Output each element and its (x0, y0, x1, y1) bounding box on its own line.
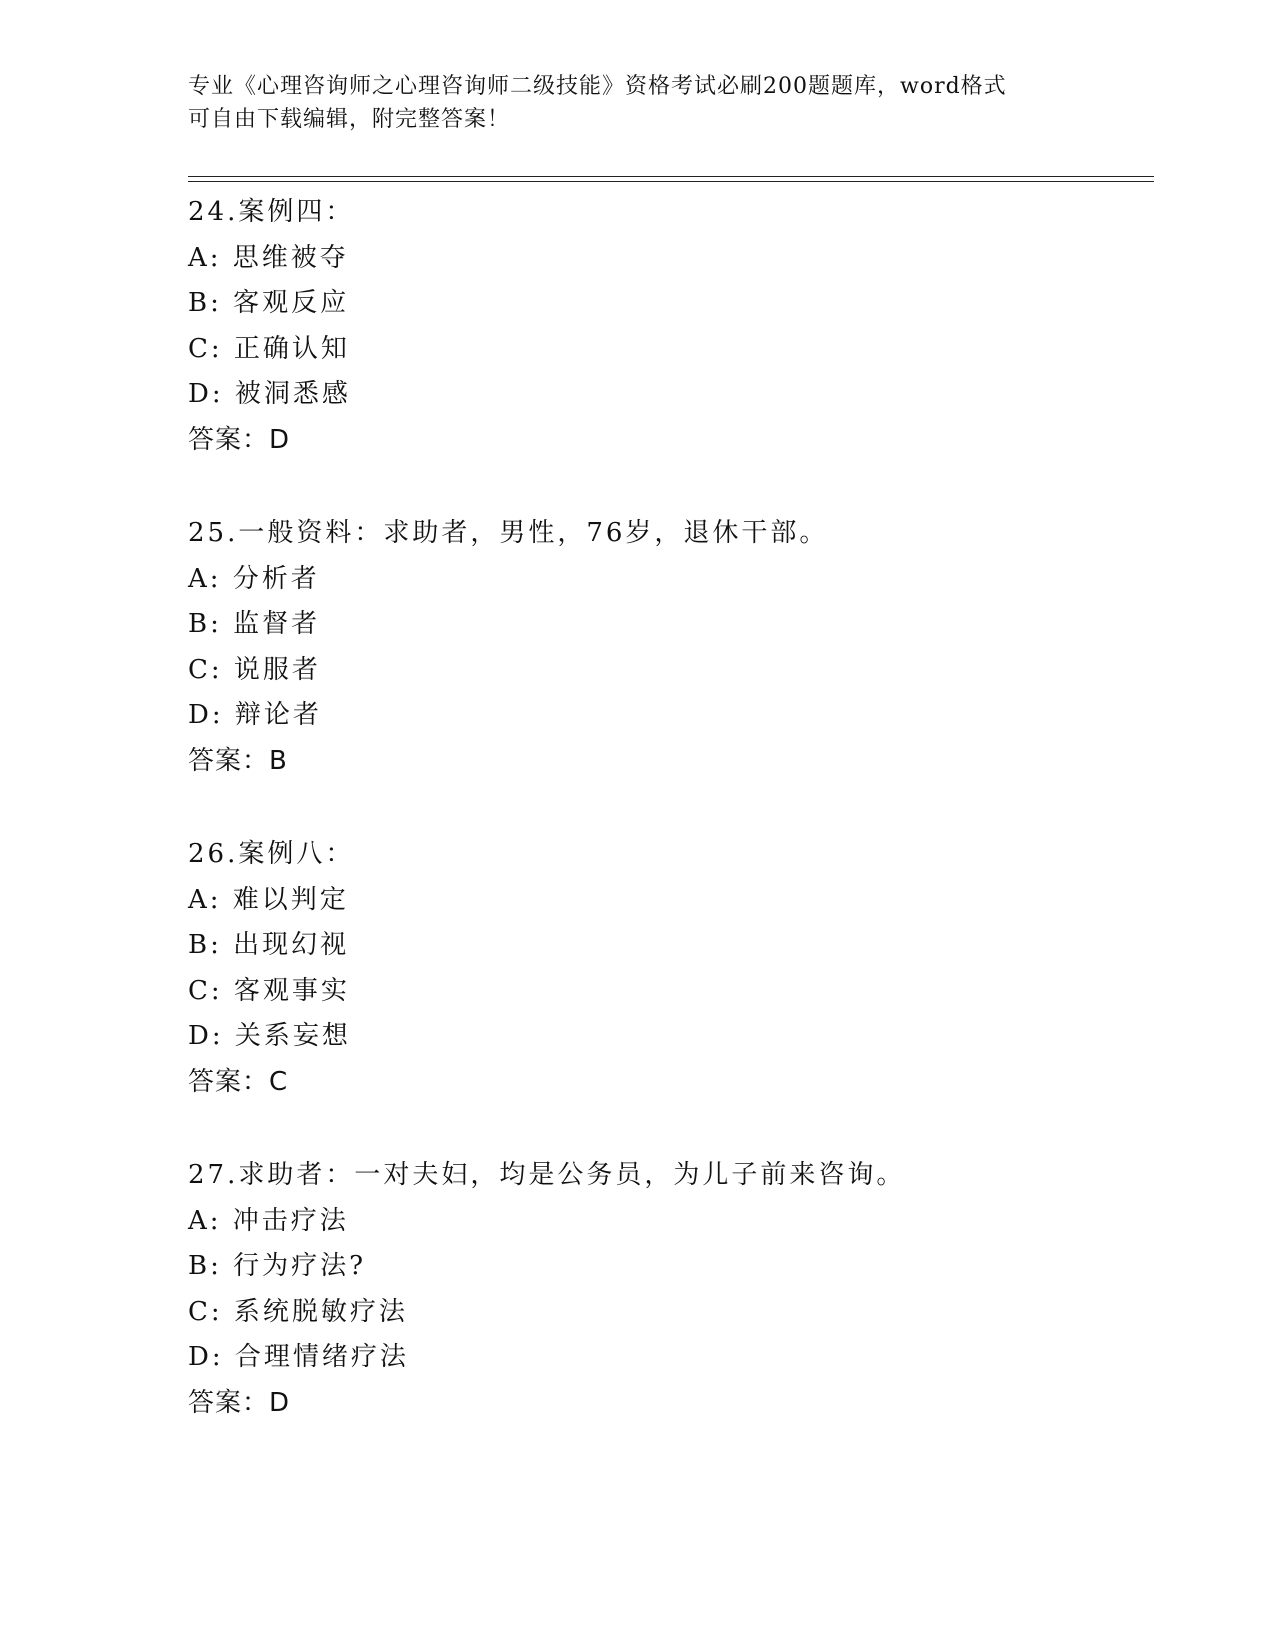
question-item-26 (188, 832, 1148, 1105)
option-a: A: 思维被夺 (188, 242, 349, 273)
header-divider-bottom (188, 181, 1154, 182)
header-title-line-2: 可自由下载编辑，附完整答案！ (188, 107, 511, 132)
option-b: B: 客观反应 (188, 288, 350, 318)
option-b: B: 监督者 (188, 609, 321, 639)
answer-key: 答案：D (188, 424, 291, 455)
answer-key: 答案：D (188, 1387, 291, 1418)
option-b: B: 行为疗法? (188, 1251, 367, 1281)
option-c: C: 说服者 (188, 654, 321, 685)
option-d: D: 被洞悉感 (188, 379, 351, 409)
option-c: C: 正确认知 (188, 333, 350, 364)
option-a: A: 冲击疗法 (188, 1205, 349, 1236)
document-header (188, 70, 1068, 136)
question-item-25 (188, 511, 1148, 784)
option-d: D: 辩论者 (188, 700, 322, 730)
answer-key: 答案：C (188, 1066, 289, 1097)
option-a: A: 难以判定 (188, 884, 349, 915)
question-stem: 25.一般资料：求助者，男性，76岁，退休干部。 (188, 518, 829, 548)
question-stem: 27.求助者：一对夫妇，均是公务员，为儿子前来咨询。 (188, 1160, 906, 1190)
option-a: A: 分析者 (188, 563, 320, 594)
question-item-24 (188, 190, 1148, 463)
option-c: C: 系统脱敏疗法 (188, 1296, 408, 1327)
option-c: C: 客观事实 (188, 975, 350, 1006)
question-stem: 24.案例四： (188, 197, 355, 227)
answer-key: 答案：B (188, 745, 288, 776)
option-b: B: 出现幻视 (188, 930, 350, 960)
option-d: D: 合理情绪疗法 (188, 1342, 409, 1372)
question-stem: 26.案例八： (188, 839, 355, 869)
option-d: D: 关系妄想 (188, 1021, 351, 1051)
header-title-line-1: 专业《心理咨询师之心理咨询师二级技能》资格考试必刷200题题库，word格式 (188, 74, 1007, 99)
header-divider-top (188, 176, 1154, 177)
question-item-27 (188, 1153, 1148, 1426)
